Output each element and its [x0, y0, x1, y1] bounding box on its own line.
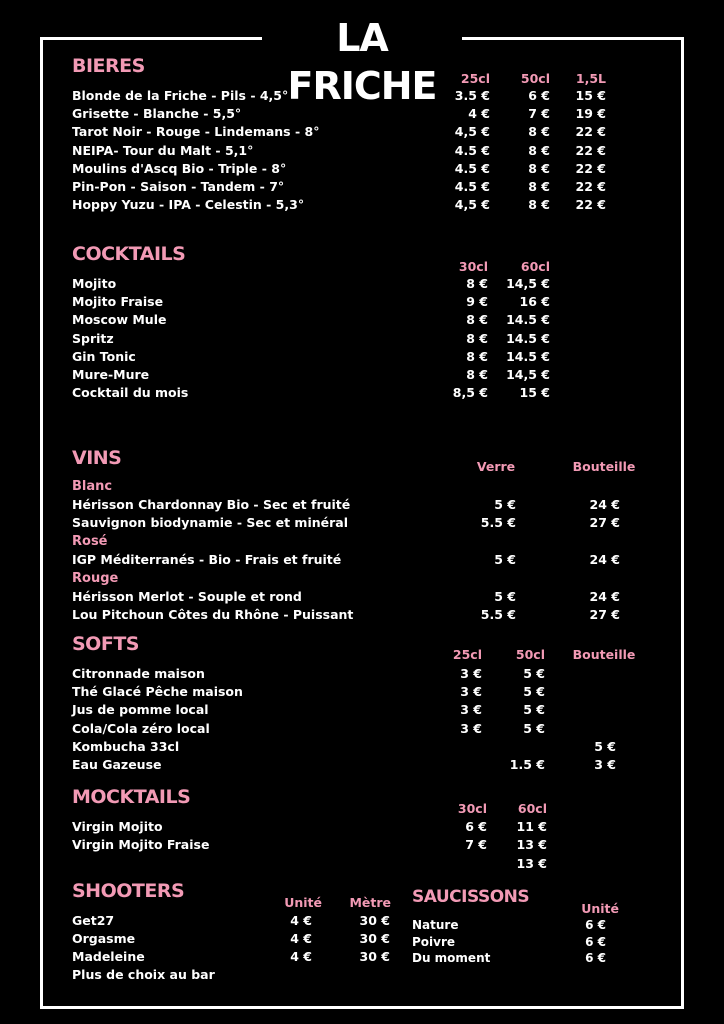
menu-item-price: 6 €: [528, 88, 550, 103]
menu-item-price: 4.5 €: [454, 179, 490, 194]
menu-item-price: 3 €: [460, 666, 482, 681]
menu-item-price: 8 €: [528, 142, 550, 158]
menu-item-price: 16 €: [519, 294, 550, 310]
col-header: 60cl: [517, 801, 547, 816]
menu-item-price: 30 €: [359, 931, 390, 947]
menu-item-name: Grisette - Blanche - 5,5°: [72, 106, 242, 122]
menu-item-price: 4 €: [290, 931, 312, 947]
subsection-rose: Rosé: [72, 534, 108, 549]
subsection-blanc: Blanc: [72, 479, 113, 494]
menu-item-price: 4,5 €: [454, 124, 490, 140]
section-title-saucissons: SAUCISSONS: [412, 887, 530, 907]
menu-item-name: NEIPA- Tour du Malt - 5,1°: [72, 142, 254, 158]
menu-item-name: Poivre: [412, 934, 456, 949]
menu-item-name: Cocktail du mois: [72, 385, 189, 401]
menu-item-name: IGP Méditerranés - Bio - Frais et fruité: [72, 552, 342, 567]
section-title-bieres: BIERES: [72, 55, 145, 77]
menu-item-price: 30 €: [359, 949, 390, 965]
menu-item-name: Mojito Fraise: [72, 294, 164, 310]
menu-item-price: 30 €: [359, 913, 390, 928]
menu-item-name: Eau Gazeuse: [72, 757, 162, 772]
section-title-cocktails: COCKTAILS: [72, 243, 186, 265]
menu-item-price: 8 €: [528, 160, 550, 176]
menu-item-name: Du moment: [412, 951, 491, 965]
menu-item-price: 22 €: [575, 160, 606, 176]
menu-item-price: 11 €: [516, 819, 547, 834]
menu-item-name: Mure-Mure: [72, 367, 150, 382]
col-header: 50cl: [520, 71, 550, 86]
menu-item-price: 8 €: [466, 312, 488, 328]
menu-item-price: 22 €: [575, 124, 606, 140]
menu-item-price: 13 €: [516, 837, 547, 853]
menu-item-name: Moulins d'Ascq Bio - Triple - 8°: [72, 160, 287, 176]
menu-item-price: 8,5 €: [452, 385, 488, 401]
menu-item-price: 6 €: [585, 934, 606, 949]
menu-item-name: Orgasme: [72, 931, 136, 947]
menu-item-price: 5.5 €: [480, 515, 516, 530]
menu-item-price: 22 €: [575, 142, 606, 158]
menu-item-name: Gin Tonic: [72, 348, 136, 364]
col-header: 50cl: [515, 647, 545, 662]
menu-item-name: Blonde de la Friche - Pils - 4,5°: [72, 88, 289, 103]
col-header: 60cl: [520, 259, 550, 274]
menu-item-name: Moscow Mule: [72, 312, 167, 328]
section-title-softs: SOFTS: [72, 633, 139, 655]
menu-item-price: 4 €: [290, 913, 312, 928]
menu-item-name: Hérisson Chardonnay Bio - Sec et fruité: [72, 497, 351, 512]
menu-item-price: 15 €: [575, 88, 606, 103]
menu-item-name: Madeleine: [72, 949, 145, 965]
menu-item-price: 9 €: [466, 294, 488, 310]
menu-item-price: 5 €: [523, 720, 545, 736]
menu-item-name: Virgin Mojito Fraise: [72, 837, 210, 853]
menu-item-price: 5 €: [494, 589, 516, 604]
menu-item-name: Cola/Cola zéro local: [72, 720, 210, 736]
menu-item-price: 5.5 €: [480, 607, 516, 622]
col-header: 30cl: [457, 801, 487, 816]
menu-item-name: Get27: [72, 913, 115, 928]
menu-item-price: 4 €: [468, 106, 490, 122]
menu-item-price: 13 €: [516, 855, 547, 871]
menu-item-price: 8 €: [528, 179, 550, 194]
menu-item-name: Virgin Mojito: [72, 819, 163, 834]
section-title-mocktails: MOCKTAILS: [72, 786, 191, 808]
menu-item-price: 8 €: [466, 367, 488, 382]
menu-item-price: 3 €: [460, 702, 482, 718]
col-header: Unité: [284, 895, 322, 910]
menu-item-price: 3 €: [594, 757, 616, 772]
menu-item-name: Thé Glacé Pêche maison: [72, 684, 243, 700]
col-header: Bouteille: [572, 459, 636, 474]
menu-item-price: 24 €: [589, 552, 620, 567]
col-header: 25cl: [460, 71, 490, 86]
section-title-vins: VINS: [72, 447, 122, 469]
menu-item-price: 5 €: [594, 738, 616, 754]
section-title-shooters: SHOOTERS: [72, 880, 185, 902]
menu-item-name: Spritz: [72, 330, 114, 346]
menu-item-price: 14.5 €: [506, 312, 550, 328]
menu-item-name: Kombucha 33cl: [72, 738, 180, 754]
col-header: 1,5L: [575, 71, 606, 86]
menu-item-price: 27 €: [589, 515, 620, 530]
menu-item-price: 15 €: [519, 385, 550, 401]
menu-item-price: 8 €: [528, 124, 550, 140]
menu-item-name: Sauvignon biodynamie - Sec et minéral: [72, 515, 349, 530]
subsection-rouge: Rouge: [72, 571, 119, 586]
menu-item-price: 5 €: [494, 552, 516, 567]
menu-item-name: Hoppy Yuzu - IPA - Celestin - 5,3°: [72, 197, 305, 213]
shooters-footer-note: Plus de choix au bar: [72, 967, 215, 982]
menu-item-price: 14,5 €: [506, 367, 550, 382]
menu-item-price: 7 €: [465, 837, 487, 853]
col-header: Verre: [476, 459, 516, 474]
menu-item-price: 5 €: [523, 666, 545, 681]
menu-item-name: Citronnade maison: [72, 666, 205, 681]
menu-item-price: 5 €: [523, 702, 545, 718]
menu-item-name: Mojito: [72, 276, 117, 291]
menu-item-name: Nature: [412, 918, 459, 932]
col-header: Unité: [581, 901, 619, 916]
menu-item-name: Tarot Noir - Rouge - Lindemans - 8°: [72, 124, 320, 140]
menu-item-price: 5 €: [494, 497, 516, 512]
menu-item-price: 4.5 €: [454, 142, 490, 158]
menu-item-price: 7 €: [528, 106, 550, 122]
menu-item-price: 24 €: [589, 589, 620, 604]
menu-item-price: 1.5 €: [509, 757, 545, 772]
col-header: Mètre: [349, 895, 391, 910]
page-title: LA FRICHE: [262, 14, 462, 62]
menu-item-price: 5 €: [523, 684, 545, 700]
menu-item-price: 4 €: [290, 949, 312, 965]
menu-item-name: Jus de pomme local: [72, 702, 209, 718]
menu-item-price: 8 €: [528, 197, 550, 213]
menu-item-price: 4.5 €: [454, 160, 490, 176]
menu-item-price: 19 €: [575, 106, 606, 122]
menu-item-price: 27 €: [589, 607, 620, 622]
menu-item-price: 3 €: [460, 720, 482, 736]
menu-item-price: 6 €: [585, 918, 606, 932]
menu-item-price: 14.5 €: [506, 330, 550, 346]
menu-item-price: 22 €: [575, 179, 606, 194]
menu-item-price: 3.5 €: [454, 88, 490, 103]
menu-item-price: 6 €: [585, 951, 606, 965]
menu-item-price: 14.5 €: [506, 348, 550, 364]
menu-item-name: Lou Pitchoun Côtes du Rhône - Puissant: [72, 607, 354, 622]
menu-item-name: Pin-Pon - Saison - Tandem - 7°: [72, 179, 285, 194]
menu-item-price: 8 €: [466, 330, 488, 346]
menu-item-price: 8 €: [466, 276, 488, 291]
col-header: Bouteille: [572, 647, 636, 662]
menu-item-name: Hérisson Merlot - Souple et rond: [72, 589, 302, 604]
col-header: 25cl: [452, 647, 482, 662]
col-header: 30cl: [458, 259, 488, 274]
menu-item-price: 22 €: [575, 197, 606, 213]
menu-item-price: 3 €: [460, 684, 482, 700]
menu-item-price: 4,5 €: [454, 197, 490, 213]
menu-item-price: 24 €: [589, 497, 620, 512]
menu-item-price: 14,5 €: [506, 276, 550, 291]
menu-item-price: 6 €: [465, 819, 487, 834]
menu-item-price: 8 €: [466, 348, 488, 364]
